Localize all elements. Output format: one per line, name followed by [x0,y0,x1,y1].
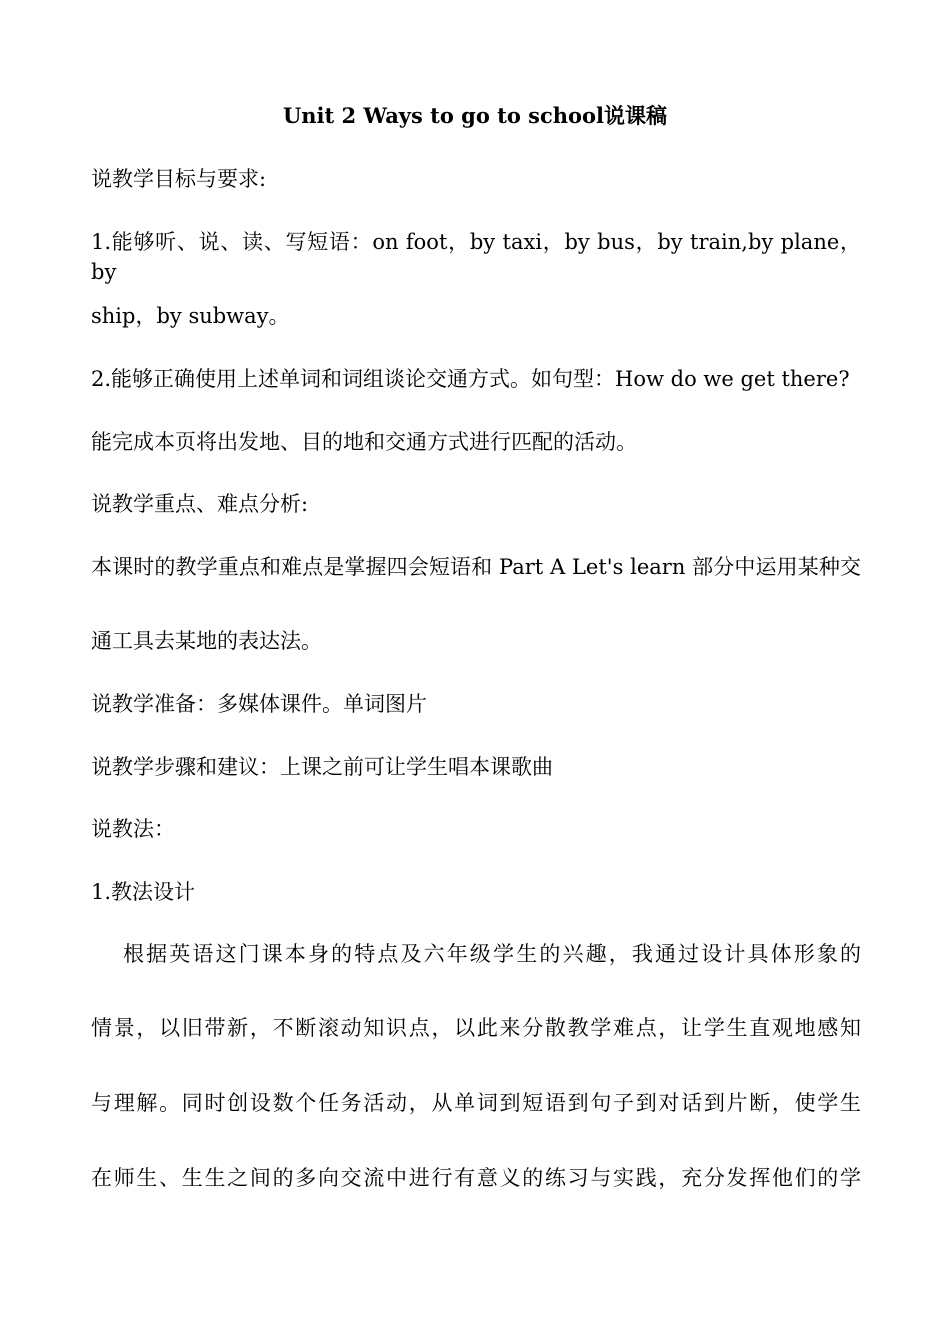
steps-text: 说教学步骤和建议：上课之前可让学生唱本课歌曲 [91,755,553,779]
keypoints-line-2: 通工具去某地的表达法。 [91,629,322,653]
goals-heading: 说教学目标与要求: [91,167,267,191]
methods-heading: 说教法： [91,817,175,841]
method-line-2: 情景，以旧带新，不断滚动知识点，以此来分散教学难点，让学生直观地感知 [91,1016,861,1040]
method-line-1: 根据英语这门课本身的特点及六年级学生的兴趣，我通过设计具体形象的 [123,942,861,966]
keypoints-line-1: 本课时的教学重点和难点是掌握四会短语和 Part A Let's learn 部分中运用某种交 [91,555,861,579]
document-title: Unit 2 Ways to go to school说课稿 [282,103,668,128]
goal-1-line-2: ship，by subway。 [91,304,290,328]
method-line-3: 与理解。同时创设数个任务活动，从单词到短语到句子到对话到片断，使学生 [91,1091,861,1115]
method-design-heading: 1.教法设计 [91,880,196,904]
goal-2-line-2: 能完成本页将出发地、目的地和交通方式进行匹配的活动。 [91,430,637,454]
goal-2-line-1: 2.能够正确使用上述单词和词组谈论交通方式。如句型：How do we get there? [91,367,850,391]
goal-1-line-1: 1.能够听、说、读、写短语：on foot，by taxi，by bus，by train,by plane，by [91,230,861,284]
method-line-4: 在师生、生生之间的多向交流中进行有意义的练习与实践，充分发挥他们的学 [91,1166,861,1190]
keypoints-heading: 说教学重点、难点分析: [91,492,309,516]
preparation-text: 说教学准备：多媒体课件。单词图片 [91,692,427,716]
